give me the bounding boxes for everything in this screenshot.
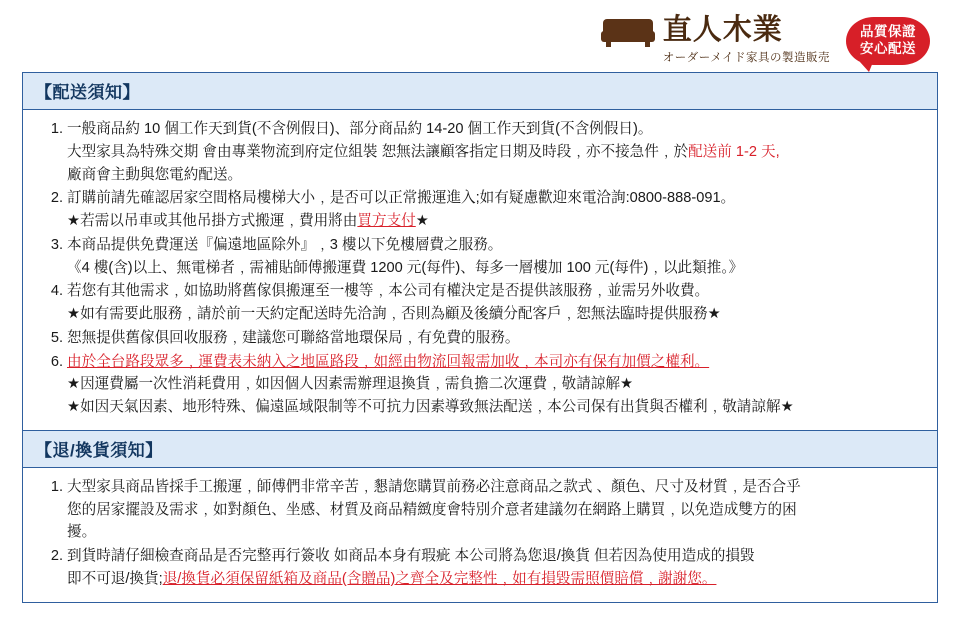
policy-text: 即不可退/換貨;: [67, 571, 163, 588]
brand-subtitle: オーダーメイド家具の製造販売: [662, 52, 830, 65]
policy-line-highlighted: 由於全台路段眾多﹐運費表未納入之地區路段﹐如經由物流回報需加收﹐本司亦有保有加價之權利。: [67, 353, 710, 370]
policy-text: ★若需以吊車或其他吊掛方式搬運﹐費用將由: [67, 213, 358, 230]
policy-line: 大型家具商品皆採手工搬運﹐師傅們非常辛苦﹐懇請您購買前務必注意商品之款式 、顏色、尺寸及材質﹐是否合乎: [67, 478, 801, 495]
policy-line: 廠商會主動與您電約配送。: [67, 166, 243, 183]
policy-line: 《4 樓(含)以上、無電梯者﹐需補貼師傅搬運費 1200 元(每件)、每多一層樓加 100 元(每件)﹐以此類推。》: [67, 259, 744, 276]
brand-name: 直人木業: [662, 13, 783, 46]
policy-line: 恕無提供舊傢俱回收服務﹐建議您可聯絡當地環保局﹐有免費的服務。: [67, 329, 520, 346]
section-title-return: 【退/換貨須知】: [23, 430, 937, 468]
policy-line: ★如因天氣因素、地形特殊、偏遠區域限制等不可抗力因素導致無法配送﹐本公司保有出貨與否權利﹐敬請諒解★: [67, 399, 794, 416]
policy-line: 到貨時請仔細檢查商品是否完整再行簽收 如商品本身有瑕疵 本公司將為您退/換貨 但若因為使用造成的損毀: [67, 548, 755, 565]
brand-block: [601, 15, 930, 66]
quality-badge: [846, 17, 930, 66]
sofa-icon: [601, 19, 655, 47]
policy-line: 擾。: [67, 524, 97, 541]
section-body-return: [23, 468, 937, 602]
policy-line: [67, 141, 923, 164]
list-item: [37, 476, 923, 544]
delivery-list: [37, 118, 923, 419]
list-item: [37, 351, 923, 419]
return-list: [37, 476, 923, 591]
list-item: [37, 327, 923, 350]
policy-highlight: 配送前 1-2 天,: [688, 143, 780, 160]
policy-line: 您的居家擺設及需求﹐如對顏色、坐感、材質及商品精緻度會特別介意者建議勿在網路上購買﹐以免造成雙方的困: [67, 501, 797, 518]
policy-text-tail: ★: [415, 213, 429, 230]
policy-line: ★如有需要此服務﹐請於前一天約定配送時先洽詢﹐否則為顧及後續分配客戶﹐恕無法臨時提供服務★: [67, 306, 721, 323]
policy-line: 本商品提供免費運送『偏遠地區除外』﹐3 樓以下免樓層費之服務。: [67, 236, 503, 253]
list-item: [37, 280, 923, 326]
section-title-delivery: 【配送須知】: [23, 73, 937, 110]
brand-text: [663, 15, 830, 65]
policy-text: 大型家具為特殊交期 會由專業物流到府定位組裝 恕無法讓顧客指定日期及時段﹐亦不接急件﹐於: [67, 143, 689, 160]
page-header: [0, 0, 960, 72]
brand-logo: [601, 15, 655, 47]
policy-line: 訂購前請先確認居家空間格局樓梯大小﹐是否可以正常搬運進入;如有疑慮歡迎來電洽詢:0800-888-091。: [67, 190, 736, 207]
list-item: [37, 545, 923, 591]
badge-line-1: 品質保證: [860, 23, 916, 39]
policy-line: 若您有其他需求﹐如協助將舊傢俱搬運至一樓等﹐本公司有權決定是否提供該服務﹐並需另外收費。: [67, 283, 710, 300]
policy-highlight: 買方支付: [357, 213, 416, 230]
list-item: [37, 118, 923, 186]
policy-highlight: 退/換貨必須保留紙箱及商品(含贈品)之齊全及完整性﹐如有損毀需照價賠償﹐謝謝您。: [162, 571, 717, 588]
list-item: [37, 187, 923, 233]
section-body-delivery: [23, 110, 937, 430]
policy-line: [67, 568, 923, 591]
list-item: [37, 234, 923, 280]
policy-box: [22, 72, 938, 603]
policy-line: 一般商品約 10 個工作天到貨(不含例假日)、部分商品約 14-20 個工作天到貨(不含例假日)。: [67, 121, 653, 137]
policy-line: [67, 210, 923, 233]
badge-line-2: 安心配送: [860, 40, 916, 56]
policy-line: ★因運費屬一次性消耗費用﹐如因個人因素需辦理退換貨﹐需負擔二次運費﹐敬請諒解★: [67, 376, 634, 393]
